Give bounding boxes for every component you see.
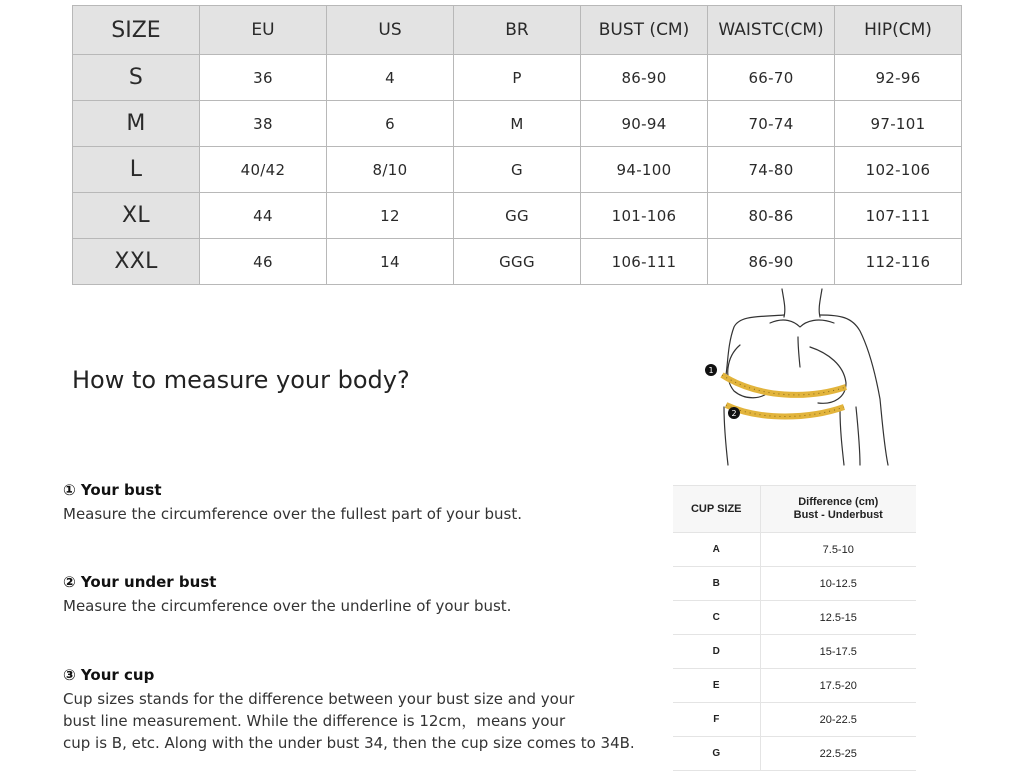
waist-cell: 66-70 (708, 55, 835, 101)
header-difference-line-1: Difference (cm) (798, 496, 879, 508)
difference-cell: 17.5-20 (760, 669, 916, 703)
waist-cell: 70-74 (708, 101, 835, 147)
header-waist: WAISTⅭ(CM) (708, 6, 835, 55)
size-cell: XL (73, 193, 200, 239)
header-br: BR (454, 6, 581, 55)
cup-cell: F (673, 703, 760, 737)
eu-cell: 44 (200, 193, 327, 239)
cup-cell: B (673, 567, 760, 601)
difference-cell: 12.5-15 (760, 601, 916, 635)
us-cell: 8/10 (327, 147, 454, 193)
table-row (73, 101, 962, 147)
cup-cell: A (673, 533, 760, 567)
br-cell: M (454, 101, 581, 147)
waist-cell: 74-80 (708, 147, 835, 193)
us-cell: 6 (327, 101, 454, 147)
step-under-bust-title: ② Your under bust (63, 573, 217, 591)
header-hip: HIP(CM) (835, 6, 962, 55)
bust-cell: 101-106 (581, 193, 708, 239)
bust-cell: 106-111 (581, 239, 708, 285)
tape-measure-underbust (726, 405, 844, 417)
header-cup-size: CUP SIZE (673, 486, 760, 533)
step-cup-description-line-2: bust line measurement. While the difference is 12cm，means your (63, 712, 566, 730)
bust-cell: 94-100 (581, 147, 708, 193)
step-cup-description-line-1: Cup sizes stands for the difference between your bust size and your (63, 690, 575, 708)
cup-size-table (673, 485, 916, 771)
torso-outline (724, 289, 888, 465)
svg-text:2: 2 (731, 409, 737, 418)
svg-text:1: 1 (708, 366, 714, 375)
hip-cell: 97-101 (835, 101, 962, 147)
header-difference-line-2: Bust - Underbust (793, 509, 883, 521)
table-row (673, 567, 916, 601)
us-cell: 4 (327, 55, 454, 101)
table-row (73, 55, 962, 101)
difference-cell: 10-12.5 (760, 567, 916, 601)
size-chart-header-row (73, 6, 962, 55)
step-bust (63, 480, 522, 525)
table-row (673, 635, 916, 669)
cup-cell: G (673, 737, 760, 771)
size-cell: M (73, 101, 200, 147)
difference-cell: 7.5-10 (760, 533, 916, 567)
step-under-bust (63, 572, 511, 617)
header-bust: BUST (CM) (581, 6, 708, 55)
waist-cell: 80-86 (708, 193, 835, 239)
br-cell: GGG (454, 239, 581, 285)
table-row (73, 239, 962, 285)
hip-cell: 112-116 (835, 239, 962, 285)
us-cell: 12 (327, 193, 454, 239)
br-cell: P (454, 55, 581, 101)
difference-cell: 20-22.5 (760, 703, 916, 737)
hip-cell: 102-106 (835, 147, 962, 193)
size-cell: XXL (73, 239, 200, 285)
cup-cell: E (673, 669, 760, 703)
table-row (73, 193, 962, 239)
waist-cell: 86-90 (708, 239, 835, 285)
step-under-bust-description: Measure the circumference over the underline of your bust. (63, 597, 512, 615)
eu-cell: 46 (200, 239, 327, 285)
table-row (673, 601, 916, 635)
tape-measure-bust (722, 375, 846, 395)
difference-cell: 22.5-25 (760, 737, 916, 771)
cup-cell: C (673, 601, 760, 635)
table-row (673, 533, 916, 567)
eu-cell: 40/42 (200, 147, 327, 193)
step-cup (63, 665, 635, 754)
marker-2 (728, 407, 740, 419)
header-size: SIZE (73, 6, 200, 55)
step-cup-description-line-3: cup is B, etc. Along with the under bust 34, then the cup size comes to 34B. (63, 734, 635, 752)
step-bust-title: ① Your bust (63, 481, 162, 499)
step-cup-title: ③ Your cup (63, 666, 155, 684)
size-cell: S (73, 55, 200, 101)
table-row (673, 737, 916, 771)
size-chart-table (72, 5, 962, 285)
hip-cell: 107-111 (835, 193, 962, 239)
measure-heading: How to measure your body? (72, 366, 410, 394)
marker-1 (705, 364, 717, 376)
table-row (673, 669, 916, 703)
br-cell: GG (454, 193, 581, 239)
eu-cell: 38 (200, 101, 327, 147)
table-row (673, 703, 916, 737)
table-row (73, 147, 962, 193)
header-eu: EU (200, 6, 327, 55)
eu-cell: 36 (200, 55, 327, 101)
step-bust-description: Measure the circumference over the fullest part of your bust. (63, 505, 523, 523)
body-measurement-illustration (700, 287, 900, 467)
bust-cell: 86-90 (581, 55, 708, 101)
hip-cell: 92-96 (835, 55, 962, 101)
br-cell: G (454, 147, 581, 193)
bust-cell: 90-94 (581, 101, 708, 147)
size-cell: L (73, 147, 200, 193)
header-difference (760, 486, 916, 533)
cup-table-header-row (673, 486, 916, 533)
header-us: US (327, 6, 454, 55)
us-cell: 14 (327, 239, 454, 285)
difference-cell: 15-17.5 (760, 635, 916, 669)
cup-cell: D (673, 635, 760, 669)
